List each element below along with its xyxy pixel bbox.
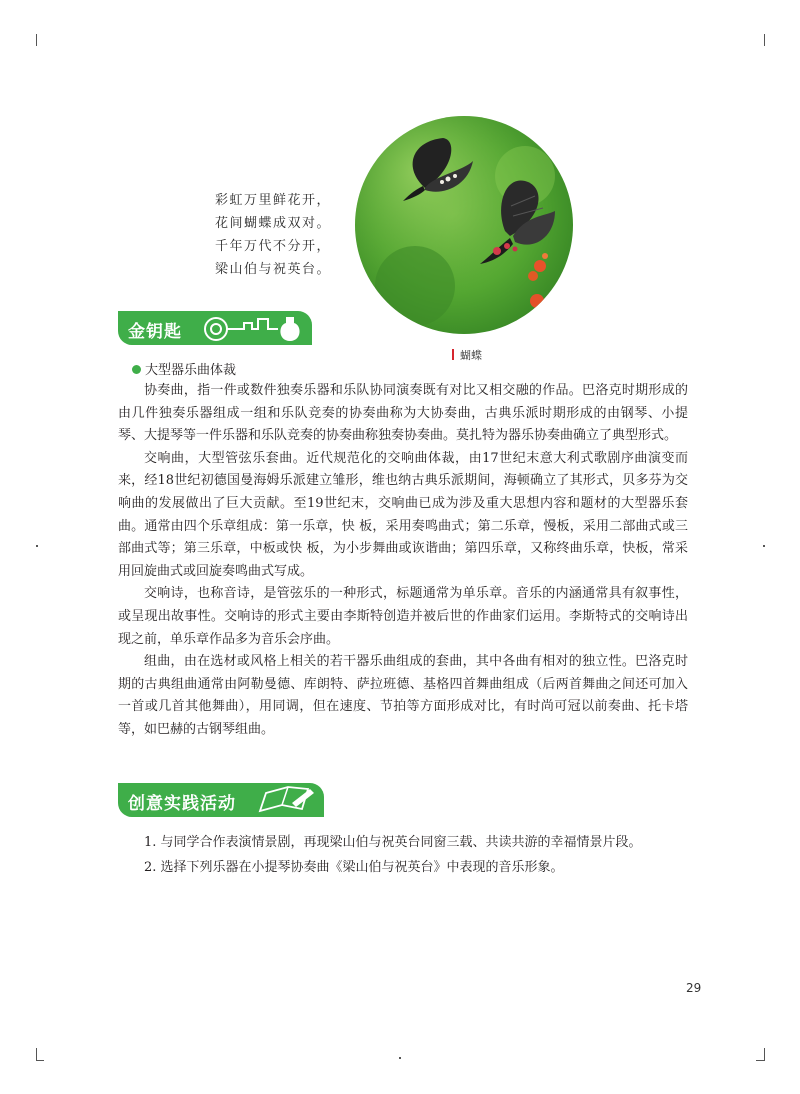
paragraph: 交响诗，也称音诗，是管弦乐的一种形式，标题通常为单乐章。音乐的内涵通常具有叙事性，或呈现出故事性。交响诗的形式主要由李斯特创造并被后世的作曲家们运用。李斯特式的交响诗出现之前，单乐章作品多为音乐会序曲。 bbox=[118, 586, 688, 647]
section-tag-golden-key bbox=[118, 311, 312, 345]
crop-mark-bottom-left-h bbox=[36, 1060, 44, 1061]
activity-list bbox=[118, 830, 688, 880]
crop-mark-mid-right bbox=[763, 545, 765, 547]
caption-bar bbox=[452, 349, 454, 360]
poem-line: 千年万代不分开， bbox=[215, 239, 332, 254]
notebook-pen-icon bbox=[252, 783, 322, 817]
activity-item: 1. 与同学合作表演情景剧，再现梁山伯与祝英台同窗三载、共读共游的幸福情景片段。 bbox=[144, 835, 642, 850]
section-title: 创意实践活动 bbox=[128, 794, 236, 814]
poem-line: 彩虹万里鲜花开， bbox=[215, 193, 332, 208]
paragraph: 组曲，由在选材或风格上相关的若干器乐曲组成的套曲，其中各曲有相对的独立性。巴洛克时期的古典组曲通常由阿勒曼德、库朗特、萨拉班德、基格四首舞曲组成（后两首舞曲之间还可加入一首或几首其他舞曲），用同调，但在速度、节拍等方面形成对比，有时尚可冠以前奏曲、托卡塔等，如巴赫的古钢琴组曲。 bbox=[118, 654, 688, 737]
subheading-text: 大型器乐曲体裁 bbox=[145, 363, 237, 378]
crop-mark-top-left bbox=[36, 34, 37, 46]
crop-mark-top-right bbox=[764, 34, 765, 46]
section-title: 金钥匙 bbox=[128, 322, 182, 342]
bullet-dot bbox=[132, 365, 141, 374]
poem bbox=[215, 189, 365, 281]
crop-mark-mid-left bbox=[36, 545, 38, 547]
crop-mark-bottom-right-v bbox=[764, 1048, 765, 1061]
paragraph: 协奏曲，指一件或数件独奏乐器和乐队协同演奏既有对比又相交融的作品。巴洛克时期形成的由几件独奏乐器组成一组和乐队竞奏的协奏曲称为大协奏曲，古典乐派时期形成的由钢琴、小提琴、大提琴等一件乐器和乐队竞奏的协奏曲称独奏协奏曲。莫扎特为器乐协奏曲确立了典型形式。 bbox=[118, 383, 688, 444]
crop-mark-bottom-center bbox=[399, 1057, 401, 1059]
page-number: 29 bbox=[686, 981, 702, 995]
subheading bbox=[132, 359, 236, 378]
butterfly-photo bbox=[355, 116, 573, 334]
body-text bbox=[118, 380, 688, 742]
caption-text: 蝴蝶 bbox=[460, 349, 482, 362]
section-tag-creative-practice bbox=[118, 783, 324, 817]
activity-item: 2. 选择下列乐器在小提琴协奏曲《梁山伯与祝英台》中表现的音乐形象。 bbox=[144, 860, 564, 875]
crop-mark-bottom-right-h bbox=[756, 1060, 764, 1061]
paragraph: 交响曲，大型管弦乐套曲。近代规范化的交响曲体裁，由17世纪末意大利式歌剧序曲演变而来，经18世纪初德国曼海姆乐派建立雏形，维也纳古典乐派期间，海顿确立了其形式，贝多芬为交响曲的发展做出了巨大贡献。至19世纪末，交响曲已成为涉及重大思想内容和题材的大型器乐套曲。通常由四个乐章组成：第一乐章，快 板，采用奏鸣曲式；第二乐章，慢板，采用二部曲式或三部曲式等；第三乐章，中板或快 板，为小步舞曲或诙谐曲；第四乐章，又称终曲乐章，快板，常采用回旋曲式或回旋奏鸣曲式写成。 bbox=[118, 450, 688, 579]
key-icon bbox=[198, 311, 308, 345]
poem-line: 梁山伯与祝英台。 bbox=[215, 262, 332, 277]
photo-caption bbox=[452, 347, 482, 363]
poem-line: 花间蝴蝶成双对。 bbox=[215, 216, 332, 231]
